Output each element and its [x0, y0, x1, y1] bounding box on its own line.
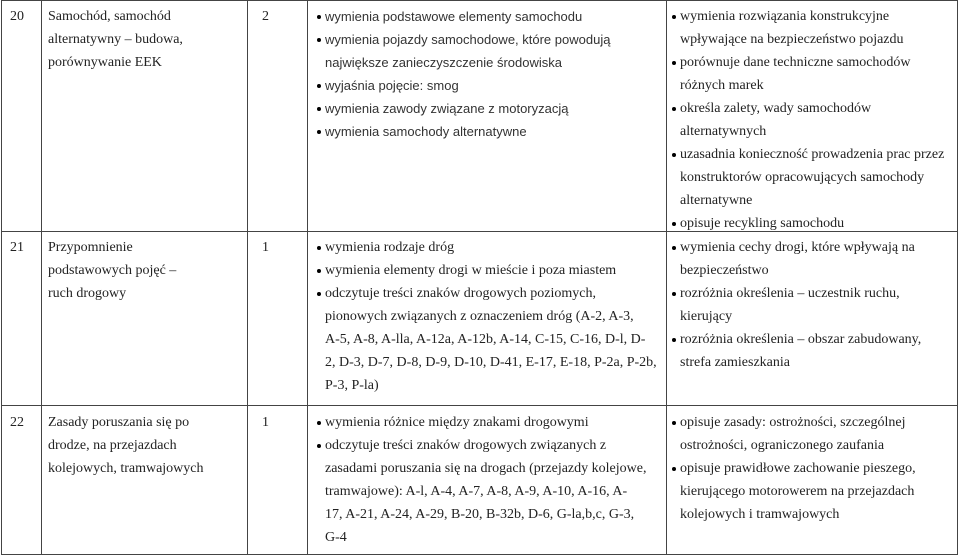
bullet-icon: [672, 246, 676, 250]
basic-requirement-text: największe zanieczyszczenie środowiska: [325, 55, 562, 70]
basic-requirement-text: 2, D-3, D-7, D-8, D-9, D-10, D-41, E-17, E-18, P-2a, P-2b,: [325, 355, 657, 370]
basic-requirement-text: odczytuje treści znaków drogowych związanych z: [325, 438, 607, 453]
extended-requirement-text: konstruktorów opracowujących samochody: [680, 170, 925, 185]
extended-requirement-text: strefa zamieszkania: [680, 355, 790, 370]
basic-requirement-text: wymienia pojazdy samochodowe, które powodują: [325, 32, 611, 47]
basic-requirement-text: odczytuje treści znaków drogowych poziomych,: [325, 286, 596, 301]
basic-requirement-text: tramwajowe): A-l, A-4, A-7, A-8, A-9, A-10, A-16, A-: [325, 484, 628, 499]
extended-requirement-text: kierującego motorowerem na przejazdach: [680, 484, 915, 499]
bullet-icon: [317, 269, 321, 273]
table-row: [1, 231, 958, 405]
bullet-icon: [672, 467, 676, 471]
bullet-icon: [672, 15, 676, 19]
hours-count: 2: [262, 9, 269, 24]
extended-requirement-text: różnych marek: [680, 78, 764, 93]
hours-cell: [247, 0, 307, 231]
extended-requirement-text: kolejowych i tramwajowych: [680, 507, 840, 522]
extended-requirement-text: określa zalety, wady samochodów: [680, 101, 872, 116]
extended-requirement-text: wymienia rozwiązania konstrukcyjne: [680, 9, 890, 24]
topic-text: Samochód, samochód: [48, 9, 171, 24]
extended-requirement-text: bezpieczeństwo: [680, 263, 769, 278]
table-row: [1, 0, 958, 231]
topic-text: drodze, na przejazdach: [48, 438, 177, 453]
basic-requirement-text: wymienia podstawowe elementy samochodu: [325, 9, 583, 24]
bullet-icon: [317, 38, 321, 42]
bullet-icon: [317, 84, 321, 88]
extended-requirement-text: opisuje zasady: ostrożności, szczególnej: [680, 415, 906, 430]
basic-requirement-text: wymienia zawody związane z motoryzacją: [325, 101, 569, 116]
basic-requirement-text: wymienia samochody alternatywne: [325, 124, 527, 139]
extended-requirement-text: rozróżnia określenia – uczestnik ruchu,: [680, 286, 900, 301]
bullet-icon: [317, 107, 321, 111]
bullet-icon: [672, 338, 676, 342]
extended-requirement-text: rozróżnia określenia – obszar zabudowany,: [680, 332, 922, 347]
bullet-icon: [317, 15, 321, 19]
row-divider: [1, 405, 958, 406]
extended-requirement-text: opisuje prawidłowe zachowanie pieszego,: [680, 461, 916, 476]
hours-cell: [247, 231, 307, 405]
bullet-icon: [317, 421, 321, 425]
extended-requirement-text: ostrożności, ograniczonego zaufania: [680, 438, 885, 453]
topic-text: Przypomnienie: [48, 240, 133, 255]
extended-requirement-text: porównuje dane techniczne samochodów: [680, 55, 911, 70]
extended-requirement-text: wpływające na bezpieczeństwo pojazdu: [680, 32, 904, 47]
basic-requirement-text: pionowych związanych z oznaczeniem dróg (A-2, A-3,: [325, 309, 634, 324]
row-number: 20: [10, 9, 24, 24]
topic-text: kolejowych, tramwajowych: [48, 461, 204, 476]
basic-requirement-text: P-3, P-la): [325, 378, 379, 393]
topic-text: podstawowych pojęć –: [48, 263, 177, 278]
basic-requirement-text: 17, A-21, A-24, A-29, B-20, B-32b, D-6, G-la,b,c, G-3,: [325, 507, 635, 522]
row-number: 21: [10, 240, 24, 255]
bullet-icon: [317, 292, 321, 296]
bullet-icon: [317, 130, 321, 134]
row-divider: [1, 0, 958, 1]
extended-requirement-text: alternatywne: [680, 193, 753, 208]
basic-requirement-text: G-4: [325, 530, 347, 545]
basic-requirement-text: wymienia różnice między znakami drogowymi: [325, 415, 589, 430]
topic-text: Zasady poruszania się po: [48, 415, 190, 430]
bullet-icon: [672, 61, 676, 65]
bullet-icon: [672, 107, 676, 111]
number-cell: [1, 0, 41, 231]
bullet-icon: [672, 292, 676, 296]
bullet-icon: [317, 246, 321, 250]
table-row: [1, 405, 958, 555]
hours-count: 1: [262, 415, 269, 430]
basic-requirement-text: zasadami poruszania się na drogach (przejazdy kolejowe,: [325, 461, 647, 476]
basic-requirement-text: A-5, A-8, A-lla, A-12a, A-12b, A-14, C-15, C-16, D-l, D-: [325, 332, 646, 347]
topic-text: alternatywny – budowa,: [48, 32, 183, 47]
topic-text: ruch drogowy: [48, 286, 127, 301]
bullet-icon: [672, 153, 676, 157]
basic-requirement-text: wymienia rodzaje dróg: [325, 240, 455, 255]
bullet-icon: [317, 444, 321, 448]
bullet-icon: [672, 222, 676, 226]
row-number: 22: [10, 415, 24, 430]
extended-requirement-text: alternatywnych: [680, 124, 767, 139]
basic-requirement-text: wymienia elementy drogi w mieście i poza miastem: [325, 263, 617, 278]
basic-requirement-text: wyjaśnia pojęcie: smog: [325, 78, 459, 93]
bullet-icon: [672, 421, 676, 425]
topic-text: porównywanie EEK: [48, 55, 162, 70]
row-divider: [1, 231, 958, 232]
hours-cell: [247, 405, 307, 555]
hours-count: 1: [262, 240, 269, 255]
extended-requirement-text: kierujący: [680, 309, 733, 324]
extended-requirement-text: uzasadnia konieczność prowadzenia prac przez: [680, 147, 945, 162]
extended-requirement-text: opisuje recykling samochodu: [680, 216, 845, 231]
extended-requirement-text: wymienia cechy drogi, które wpływają na: [680, 240, 915, 255]
